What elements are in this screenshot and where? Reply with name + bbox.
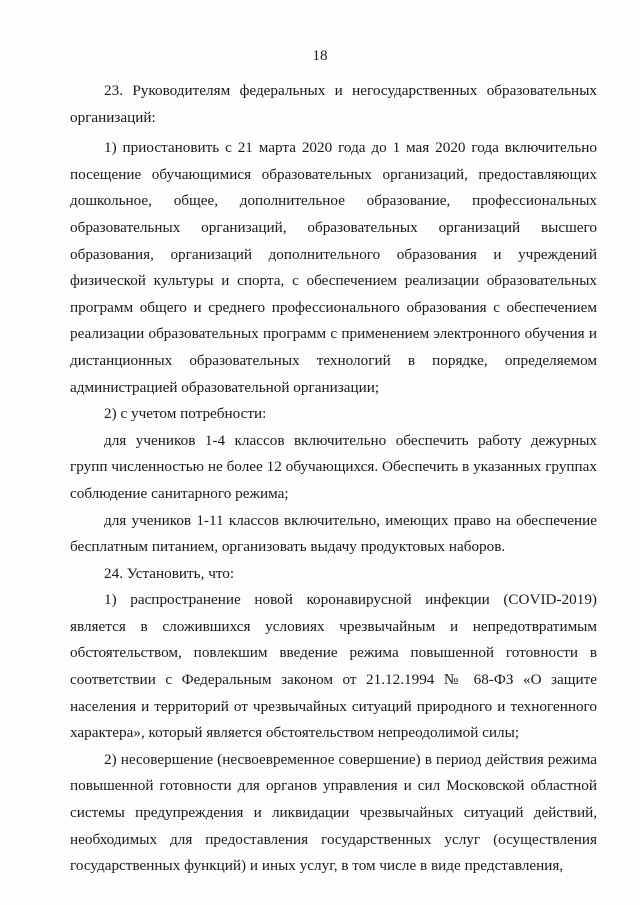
page-number: 18 — [312, 48, 328, 64]
paragraph-23: 23. Руководителям федеральных и негосударственных образовательных организаций: — [70, 82, 597, 126]
document-body — [70, 78, 597, 880]
paragraph-23-item-2-grades-1-11: для учеников 1-11 классов включительно, имеющих право на обеспечение бесплатным питанием, организовать выдачу продуктовых наборов. — [70, 511, 597, 556]
paragraph-23-item-2: 2) с учетом потребности: — [104, 405, 267, 423]
paragraph-24: 24. Установить, что: — [104, 564, 235, 582]
paragraph-23-item-2-grades-1-4: для учеников 1-4 классов включительно обеспечить работу дежурных групп численностью не более 12 обучающихся. Обеспечить в указанных группах соблюдение санитарного режима; — [70, 431, 597, 502]
paragraph-24-item-1: 1) распространение новой коронавирусной инфекции (COVID-2019) является в сложившихся условиях чрезвычайным и непредотвратимым обстоятельством, повлекшим введение режима повышенной готовности в соответствии с Федеральным законом от 21.12.1994 № 68-ФЗ «О защите населения и территорий от чрезвычайных ситуаций природного и техногенного характера», который является обстоятельством непреодолимой силы; — [70, 591, 597, 742]
paragraph-24-item-2: 2) несовершение (несвоевременное совершение) в период действия режима повышенной готовности для органов управления и сил Московской областной системы предупреждения и ликвидации чрезвычайных ситуаций действий, необходимых для предоставления государственных услуг (осуществления государственных функций) и иных услуг, в том числе в виде представления, — [70, 750, 597, 875]
paragraph-23-item-1: 1) приостановить с 21 марта 2020 года до 1 мая 2020 года включительно посещение обучающимися образовательных организаций, предоставляющих дошкольное, общее, дополнительное образование, профессиональных образовательных организаций, образовательных организаций высшего образования, организаций дополнительного образования и учреждений физической культуры и спорта, с обеспечением реализации образовательных программ общего и среднего профессионального образования с обеспечением реализации образовательных программ с применением электронного обучения и дистанционных образовательных технологий в порядке, определяемом администрацией образовательной организации; — [70, 139, 597, 396]
